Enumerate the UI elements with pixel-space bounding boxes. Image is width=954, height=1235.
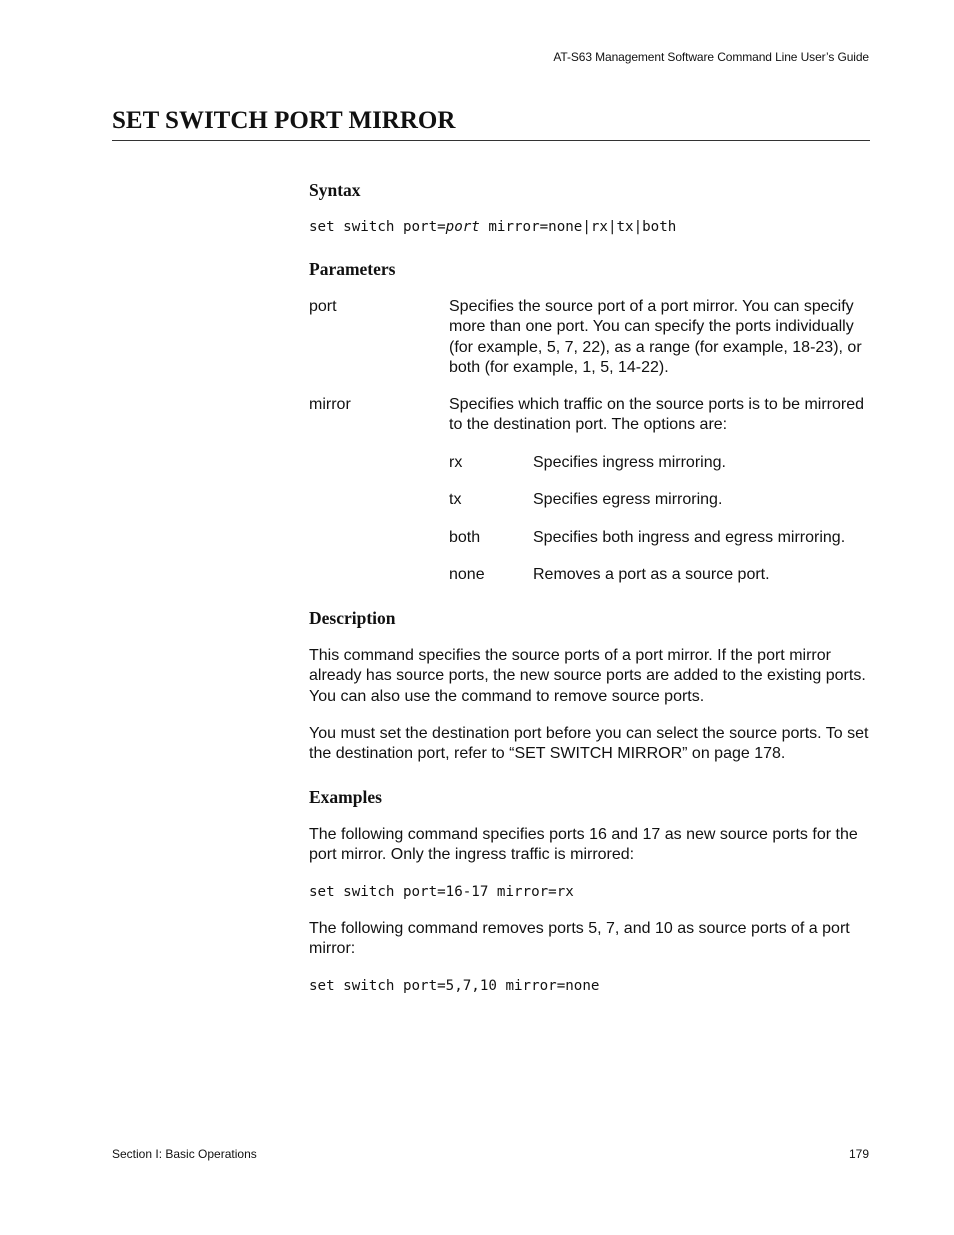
param-name-mirror: mirror: [309, 396, 351, 413]
param-desc-port: Specifies the source port of a port mirror. You can specify more than one port. You can specify the ports individually (for example, 5, 7, 22), as a range (for example, 18-23), or both (for example, 1, 5, 14-22).: [449, 298, 862, 377]
param-desc-mirror: Specifies which traffic on the source ports is to be mirrored to the destination port. The options are:: [449, 396, 864, 434]
page-title: SET SWITCH PORT MIRROR: [112, 107, 456, 134]
syntax-code: [309, 217, 676, 237]
option-name-tx: tx: [449, 491, 462, 508]
description-heading: Description: [309, 608, 396, 628]
example-code: set switch port=5,7,10 mirror=none: [309, 978, 600, 994]
title-divider: [112, 140, 870, 141]
option-desc-rx: Specifies ingress mirroring.: [533, 454, 726, 471]
example-code: set switch port=16-17 mirror=rx: [309, 884, 574, 900]
running-header: AT-S63 Management Software Command Line User’s Guide: [553, 50, 869, 64]
parameters-heading: Parameters: [309, 259, 396, 279]
example-text: The following command specifies ports 16 and 17 as new source ports for the port mirror. Only the ingress traffic is mirrored:: [309, 826, 858, 864]
footer-section: Section I: Basic Operations: [112, 1147, 257, 1161]
option-desc-tx: Specifies egress mirroring.: [533, 491, 723, 508]
examples-heading: Examples: [309, 787, 382, 807]
description-paragraph: You must set the destination port before you can select the source ports. To set the destination port, refer to “SET SWITCH MIRROR” on page 178.: [309, 725, 869, 763]
syntax-code-suffix: mirror=none|rx|tx|both: [479, 219, 677, 235]
syntax-heading: Syntax: [309, 180, 361, 200]
example-text: The following command removes ports 5, 7, and 10 as source ports of a port mirror:: [309, 920, 850, 958]
option-name-both: both: [449, 529, 481, 546]
option-name-rx: rx: [449, 454, 463, 471]
option-desc-none: Removes a port as a source port.: [533, 566, 770, 583]
footer-page-number: 179: [848, 1147, 869, 1161]
param-name-port: port: [309, 298, 337, 315]
option-desc-both: Specifies both ingress and egress mirroring.: [533, 529, 846, 546]
option-name-none: none: [449, 566, 485, 583]
description-paragraph: This command specifies the source ports of a port mirror. If the port mirror already has source ports, the new source ports are added to the existing ports. You can also use the command to remove source ports.: [309, 647, 866, 705]
syntax-code-variable: port: [445, 219, 480, 235]
syntax-code-prefix: set switch port=: [309, 219, 446, 235]
